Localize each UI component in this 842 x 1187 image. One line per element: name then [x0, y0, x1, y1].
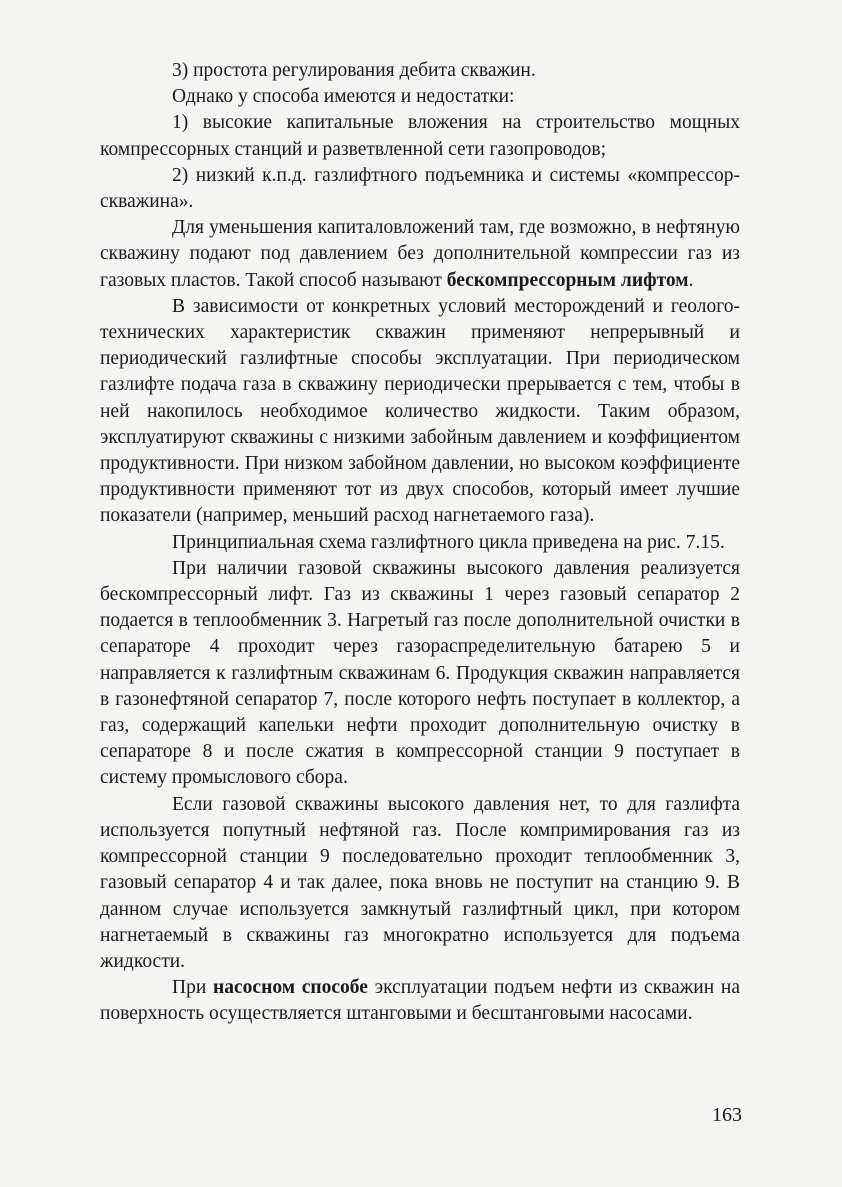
text-run: Однако у способа имеются и недостатки:	[172, 86, 515, 108]
text-run: В зависимости от конкретных условий месторождений и геолого-технических характеристик скважин применяют непрерывный и периодический газлифтные способы эксплуатации. При периодическом газлифте подача газа в скважину периодически прерывается с тем, чтобы в ней накопилось необходимое количество жидкости. Таким образом, эксплуатируют скважины с низкими забойным давлением и коэффициентом продуктивности. При низком забойном давлении, но высоком коэффициенте продуктивности применяют тот из двух способов, который имеет лучшие показатели (например, меньший расход нагнетаемого газа).	[100, 295, 740, 527]
paragraph	[100, 556, 740, 792]
paragraph	[100, 163, 740, 215]
paragraph	[100, 975, 740, 1027]
text-run: При наличии газовой скважины высокого давления реализуется бескомпрессорный лифт. Газ из скважины 1 через газовый сепаратор 2 подается в теплообменник 3. Нагретый газ после дополнительной очистки в сепараторе 4 проходит через газораспределительную батарею 5 и направляется к газлифтным скважинам 6. Продукция скважин направляется в газонефтяной сепаратор 7, после которого нефть поступает в коллектор, а газ, содержащий капельки нефти проходит дополнительную очистку в сепараторе 8 и после сжатия в компрессорной станции 9 поступает в систему промыслового сбора.	[100, 557, 740, 789]
paragraph	[100, 215, 740, 294]
text-run: Для уменьшения капиталовложений там, где возможно, в нефтяную скважину подают под давлением без дополнительной компрессии газ из газовых пластов. Такой способ называют	[100, 217, 740, 291]
text-run: Принципиальная схема газлифтного цикла приведена на рис. 7.15.	[172, 531, 725, 553]
text-run: 2) низкий к.п.д. газлифтного подъемника и системы «компрессор-скважина».	[100, 164, 740, 213]
paragraph	[100, 58, 740, 84]
text-run: При	[172, 977, 214, 999]
text-run: .	[688, 269, 694, 291]
text-run: эксплуатации подъем нефти из скважин на поверхность осуществляется штанговыми и бесштанговыми насосами.	[100, 977, 740, 1025]
paragraph	[100, 84, 740, 110]
paragraph	[100, 792, 740, 975]
paragraph	[100, 530, 740, 556]
paragraph	[100, 110, 740, 162]
text-run: 1) высокие капитальные вложения на строительство мощных компрессорных станций и разветвленной сети газопроводов;	[100, 112, 740, 160]
paragraph	[100, 294, 740, 530]
text-run: 3) простота регулирования дебита скважин.	[172, 60, 536, 81]
page-number: 163	[712, 1104, 742, 1126]
text-run: Если газовой скважины высокого давления нет, то для газлифта используется попутный нефтяной газ. После компримирования газ из компрессорной станции 9 последовательно проходит теплообменник 3, газовый сепаратор 4 и так далее, пока вновь не поступит на станцию 9. В данном случае используется замкнутый газлифтный цикл, при котором нагнетаемый в скважины газ многократно используется для подъема жидкости.	[100, 793, 740, 972]
bold-term: насосном способе	[213, 977, 368, 999]
bold-term: бескомпрессорным лифтом	[446, 269, 689, 291]
body-text	[100, 58, 740, 1028]
